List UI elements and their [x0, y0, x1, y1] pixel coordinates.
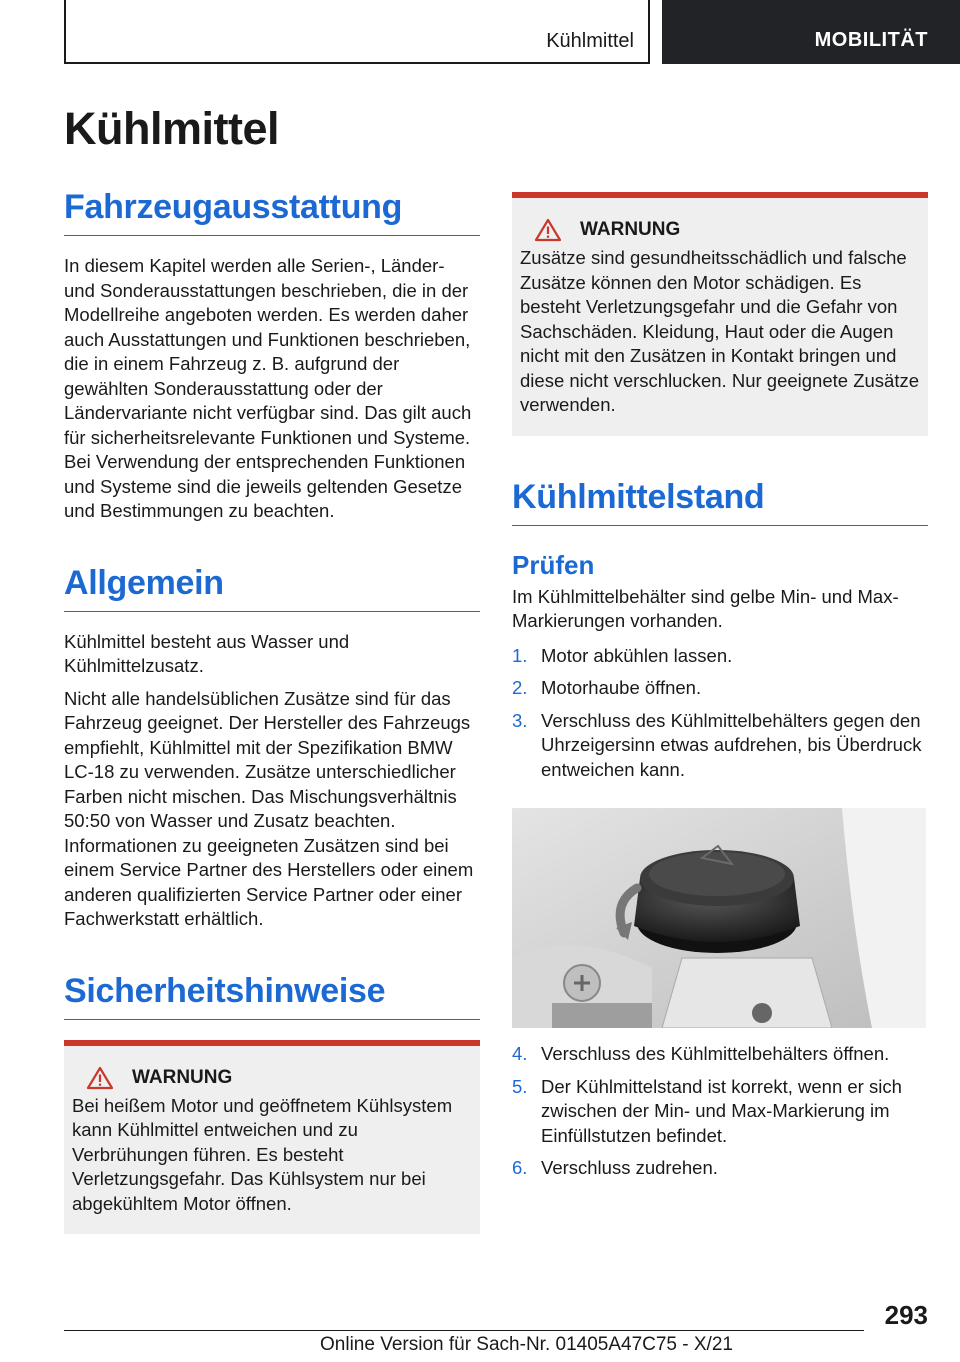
step-text: Verschluss des Kühlmittelbehälters öffnen. [541, 1043, 890, 1064]
step-text: Motor abkühlen lassen. [541, 644, 733, 666]
step-number: 2. [512, 677, 528, 698]
warning-triangle-icon [86, 1066, 114, 1090]
step-text: Verschluss des Kühlmittelbehälters gegen den Uhrzeigersinn etwas aufdrehen, bis Überdruck entweichen kann. [541, 709, 922, 780]
warning-box-right [512, 192, 928, 436]
footer-divider [64, 1330, 864, 1331]
heading-fahrzeugausstattung: Fahrzeugausstattung [64, 188, 480, 236]
right-column [512, 192, 928, 1181]
heading-sicherheitshinweise: Sicherheitshinweise [64, 972, 480, 1020]
header-chapter: Kühlmittel [546, 30, 634, 52]
list-item [512, 644, 928, 669]
warning-title: WARNUNG [580, 219, 681, 240]
step-number: 1. [512, 644, 528, 666]
warning-text: Zusätze sind gesundheitsschädlich und falsche Zusätze können den Motor schädigen. Es besteht Verletzungsgefahr und die Gefahr von Sachschäden. Kleidung, Haut oder die Augen nicht mit den Zusätzen in Kontakt bringen und diese nicht verschlucken. Nur geeignete Zusätze verwenden. [520, 247, 919, 415]
heading-pruefen: Prüfen [512, 549, 595, 580]
steps-list-before [512, 644, 928, 783]
header-chapter-box [64, 0, 650, 64]
page-title: Kühlmittel [64, 103, 279, 154]
header-section-box [662, 0, 960, 64]
step-number: 3. [512, 709, 528, 731]
steps-list-after [512, 1042, 928, 1181]
warning-title: WARNUNG [132, 1066, 233, 1088]
list-item [512, 1075, 928, 1149]
allgemein-text-1: Kühlmittel besteht aus Wasser und Kühlmittelzusatz. [64, 630, 350, 676]
allgemein-text-2: Nicht alle handelsüblichen Zusätze sind für das Fahrzeug geeignet. Der Hersteller des Fahrzeugs empfiehlt, Kühlmittel mit der Spezifikation BMW LC-18 zu verwenden. Zusätze unterschiedlicher Farben nicht mischen. Das Mischungsverhältnis 50:50 von Wasser und Zusatz beachten. Informationen zu geeigneten Zusätzen sind bei einem Service Partner des Herstellers oder einem anderen qualifizierten Service Partner oder einer Fachwerkstatt erhältlich. [64, 687, 474, 929]
heading-kuehlmittelstand: Kühlmittelstand [512, 478, 928, 526]
list-item [512, 676, 928, 701]
page-number: 293 [884, 1300, 928, 1330]
step-text: Verschluss zudrehen. [541, 1157, 718, 1178]
header-section: MOBILITÄT [814, 29, 928, 51]
heading-allgemein: Allgemein [64, 564, 480, 612]
pruefen-text: Im Kühlmittelbehälter sind gelbe Min- und Max-Markierungen vorhanden. [512, 585, 899, 631]
fahrzeugausstattung-text: In diesem Kapitel werden alle Serien-, Länder- und Sonderausstattungen beschrieben, die in der Modellreihe angeboten werden. Es werden daher auch Ausstattungen und Funktionen beschrieben, die in einem Fahrzeug z. B. aufgrund der gewählten Sonderausstattung oder der Ländervariante nicht verfügbar sind. Das gilt auch für sicherheitsrelevante Funktionen und Systeme. Bei Verwendung der entsprechenden Funktionen und Systeme sind die jeweils geltenden Gesetze und Bestimmungen zu beachten. [64, 255, 472, 521]
list-item [512, 1042, 928, 1067]
list-item [512, 1156, 928, 1181]
step-number: 6. [512, 1157, 528, 1178]
step-number: 5. [512, 1075, 528, 1097]
footer-online-version: Online Version für Sach-Nr. 01405A47C75 - X/21 [320, 1334, 733, 1355]
step-text: Motorhaube öffnen. [541, 677, 702, 698]
step-text: Der Kühlmittelstand ist korrekt, wenn er sich zwischen der Min- und Max-Markierung im Einfüllstutzen befindet. [541, 1075, 902, 1146]
left-column [64, 188, 480, 1234]
step-number: 4. [512, 1043, 528, 1064]
warning-header [72, 1066, 472, 1090]
warning-text: Bei heißem Motor und geöffnetem Kühlsystem kann Kühlmittel entweichen und zu Verbrühungen führen. Es besteht Verletzungsgefahr. Das Kühlsystem nur bei abgekühltem Motor öffnen. [72, 1094, 453, 1214]
list-item [512, 709, 928, 783]
warning-box-left [64, 1040, 480, 1235]
warning-header [520, 218, 920, 242]
warning-triangle-icon [534, 218, 562, 242]
coolant-cap-photo [512, 808, 926, 1028]
coolant-reservoir-cap-illustration [512, 808, 926, 1028]
